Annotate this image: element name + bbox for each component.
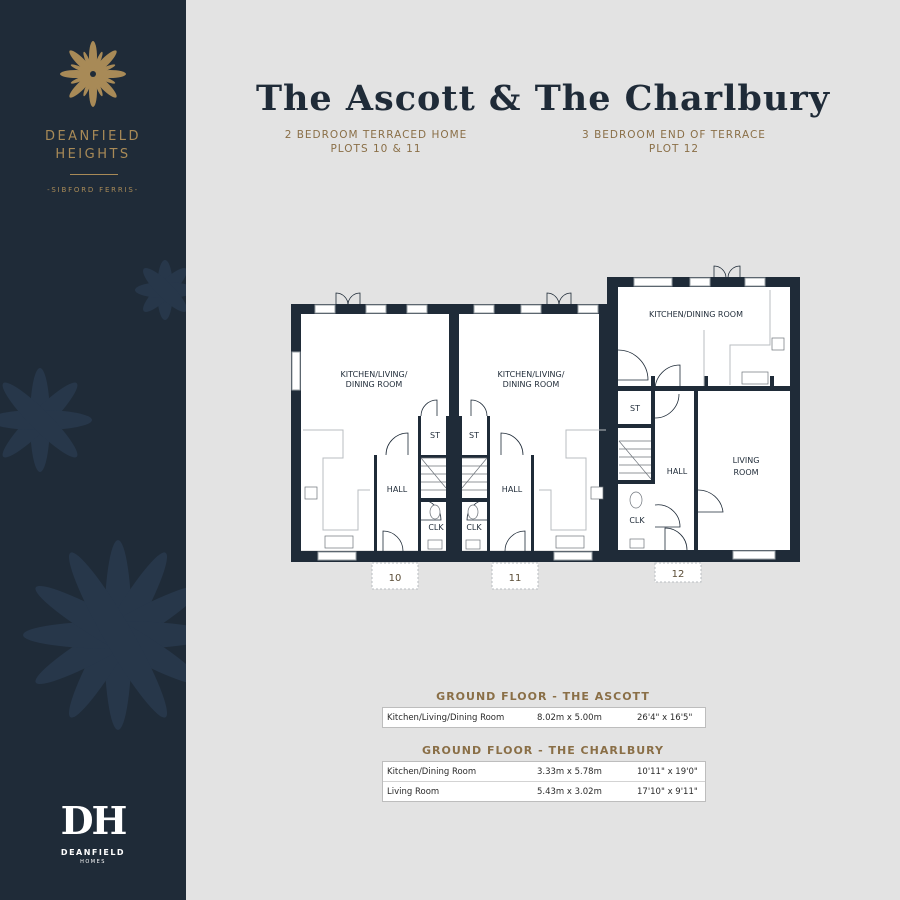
room-label-c-living-2: ROOM: [733, 468, 759, 477]
room-label-hall-10: HALL: [386, 485, 408, 494]
room-label-a-kitchen-2: DINING ROOM: [345, 380, 403, 389]
ascott-room-table: [382, 707, 706, 728]
brand-location: -SIBFORD FERRIS-: [47, 186, 139, 194]
room-imperial: 17'10" x 9'11": [637, 787, 698, 797]
room-label-hall-11: HALL: [501, 485, 523, 494]
brand-name-line1: DEANFIELD: [44, 129, 142, 144]
charlbury-bedrooms: 3 BEDROOM END OF TERRACE: [582, 129, 766, 141]
room-label-st-12: ST: [630, 404, 640, 413]
room-label-b-kitchen-1: KITCHEN/LIVING/: [497, 370, 565, 379]
room-label-hall-12: HALL: [666, 467, 688, 476]
developer-logo-mark: DH: [60, 798, 126, 843]
room-metric: 5.43m x 3.02m: [537, 787, 602, 797]
table-row: [383, 762, 705, 782]
room-metric: 8.02m x 5.00m: [537, 713, 602, 723]
room-label-a-kitchen-1: KITCHEN/LIVING/: [340, 370, 408, 379]
room-imperial: 26'4" x 16'5": [637, 713, 693, 723]
room-tables: [186, 0, 900, 900]
room-label-c-living-1: LIVING: [732, 456, 760, 465]
plot-number-11: 11: [508, 573, 522, 584]
room-imperial: 10'11" x 19'0": [637, 767, 698, 777]
ascott-plots: PLOTS 10 & 11: [330, 143, 422, 155]
room-label-clk-10: CLK: [428, 523, 444, 532]
charlbury-plot: PLOT 12: [648, 143, 700, 155]
plot-number-10: 10: [388, 573, 402, 584]
room-label-b-kitchen-2: DINING ROOM: [502, 380, 560, 389]
room-metric: 3.33m x 5.78m: [537, 767, 602, 777]
room-name: Kitchen/Living/Dining Room: [387, 713, 505, 723]
room-label-c-kitchen: KITCHEN/DINING ROOM: [648, 310, 744, 319]
room-label-st-10: ST: [430, 431, 440, 440]
developer-subname: HOMES: [80, 859, 106, 865]
developer-name: DEANFIELD: [60, 848, 126, 857]
ascott-table-heading: GROUND FLOOR - THE ASCOTT: [436, 690, 650, 703]
room-label-clk-12: CLK: [629, 516, 645, 525]
plot-number-12: 12: [671, 569, 685, 580]
page-title: The Ascott & The Charlbury: [255, 78, 831, 119]
room-name: Living Room: [387, 787, 440, 797]
ascott-bedrooms: 2 BEDROOM TERRACED HOME: [284, 129, 468, 141]
charlbury-room-table: [382, 761, 706, 802]
table-row: [383, 708, 705, 727]
charlbury-table-heading: GROUND FLOOR - THE CHARLBURY: [422, 744, 664, 757]
table-row: [383, 782, 705, 801]
room-label-clk-11: CLK: [466, 523, 482, 532]
room-label-st-11: ST: [469, 431, 479, 440]
room-name: Kitchen/Dining Room: [387, 767, 477, 777]
brand-name-line2: HEIGHTS: [55, 147, 131, 162]
